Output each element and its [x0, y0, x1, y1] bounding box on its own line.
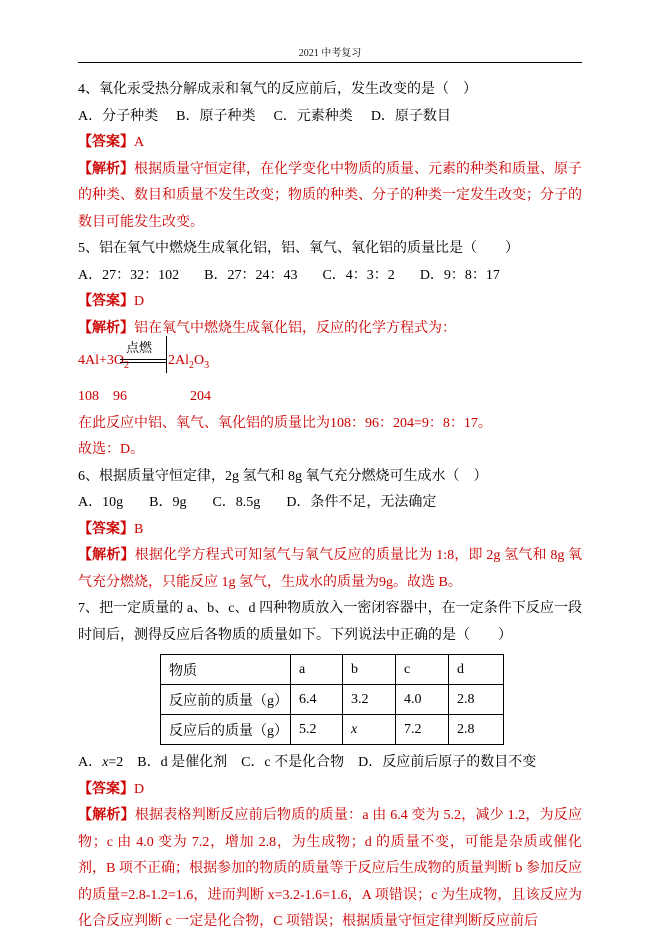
analysis-text: 根据质量守恒定律，在化学变化中物质的质量、元素的种类和质量、原子的种类、数目和质量不发生改变；物质的种类、分子的种类一定发生改变；分子的数目可能发生改变。 [78, 161, 582, 230]
analysis-label: 【解析】 [78, 808, 135, 823]
question-5-conclusion: 故选：D。 [78, 442, 145, 457]
substances-table [160, 654, 504, 745]
option: B．原子种类 [176, 108, 256, 124]
analysis-label: 【解析】 [78, 161, 134, 177]
answer-value: B [134, 521, 144, 537]
table-header-cell: 物质 [161, 655, 291, 685]
question-6-analysis [78, 543, 582, 596]
mass-value: 96 [113, 389, 127, 404]
option: C．8.5g [212, 495, 261, 510]
table-header-row [161, 655, 504, 685]
table-cell: 7.2 [396, 715, 449, 745]
option: C．c 不是化合物 [241, 755, 345, 770]
question-6-text: 6、根据质量守恒定律，2g 氢气和 8g 氧气充分燃烧可生成水（ ） [78, 468, 488, 484]
option [78, 750, 123, 777]
table-cell: 2.8 [449, 715, 504, 745]
answer-label: 【答案】 [78, 135, 134, 150]
page-header [78, 0, 582, 59]
answer-label: 【答案】 [78, 521, 134, 537]
question-4-answer [78, 130, 582, 157]
question-6-options [78, 490, 582, 517]
question-5-answer [78, 289, 582, 316]
table-cell: 反应前的质量（g） [161, 685, 291, 715]
table-header-cell: b [343, 655, 396, 685]
table-cell-x: x [343, 715, 396, 745]
option: C．元素种类 [273, 108, 353, 124]
option: A．27：32：102 [78, 267, 180, 283]
table-header-cell: d [449, 655, 504, 685]
answer-value: A [134, 135, 145, 150]
option: C．4：3：2 [322, 267, 395, 283]
table-header-cell: a [291, 655, 343, 685]
option: D．条件不足，无法确定 [286, 495, 437, 510]
question-5-analysis-2: 在此反应中铝、氧气、氧化铝的质量比为108：96：204=9：8：17。 [78, 415, 492, 431]
option: B．9g [149, 495, 187, 510]
analysis-label: 【解析】 [78, 548, 135, 563]
question-7-text: 7、把一定质量的 a、b、c、d 四种物质放入一密闭容器中，在一定条件下反应一段时间后，测得反应后各物质的质量如下。下列说法中正确的是（ ） [78, 601, 582, 643]
answer-label: 【答案】 [78, 781, 134, 797]
mass-value: 108 [78, 389, 99, 404]
table-row [161, 685, 504, 715]
question-7-options [78, 750, 582, 777]
answer-value: D [134, 781, 145, 797]
option-suffix: =2 [108, 755, 124, 770]
equation-text: 4Al+3O [78, 353, 125, 368]
option: D．9：8：17 [419, 267, 500, 283]
option: B．27：24：43 [204, 267, 298, 283]
table-cell: 5.2 [291, 715, 343, 745]
equation-mass-values [78, 384, 582, 411]
table-cell: 4.0 [396, 685, 449, 715]
question-7-analysis [78, 803, 582, 936]
equation-subscript: 3 [204, 359, 210, 371]
table-cell: 3.2 [343, 685, 396, 715]
question-4-text: 4、氧化汞受热分解成汞和氧气的反应前后，发生改变的是（ ） [78, 82, 477, 97]
header-rule [78, 62, 582, 63]
analysis-text: 铝在氧气中燃烧生成氧化铝，反应的化学方程式为： [134, 320, 456, 336]
reaction-double-line [120, 359, 166, 363]
mass-value: 204 [190, 389, 211, 404]
analysis-text: 根据化学方程式可知氢气与氧气反应的质量比为 1:8，即 2g 氢气和 8g 氧气充分燃烧，只能反应 1g 氢气，生成水的质量为9g。故选 B。 [78, 548, 582, 590]
question-4-options [78, 104, 582, 131]
equation-subscript: 2 [124, 359, 130, 371]
question-4-analysis [78, 157, 582, 237]
question-5-options [78, 263, 582, 290]
equation-text: O [194, 353, 205, 368]
option: D．反应前后原子的数目不变 [358, 755, 537, 770]
analysis-text: 根据表格判断反应前后物质的质量：a 由 6.4 变为 5.2，减少 1.2，为反应物；c 由 4.0 变为 7.2，增加 2.8，为生成物；d 的质量不变，可能是杂质或催化剂，B 项不正确；根据参加的物质的质量等于反应后生成物的质量判断 b 参加反应的质量=2.8-1.2=1.6，进而判断 x=3.2-1.6=1.6，A 项错误；c 为生成物，且该反应为化合反应判断 c 一定是化合物，C 项错误；根据质量守恒定律判断反应前后 [78, 808, 583, 929]
question-7-answer [78, 777, 582, 804]
option: D．原子数目 [370, 108, 451, 124]
question-5-text: 5、铝在氧气中燃烧生成氧化铝，铝、氧气、氧化铝的质量比是（ ） [78, 241, 519, 256]
option: A．分子种类 [78, 108, 159, 124]
table-header-cell: c [396, 655, 449, 685]
reaction-condition-text: 点燃 [126, 340, 153, 355]
question-5-analysis [78, 316, 582, 343]
question-6-answer [78, 517, 582, 544]
content-column [78, 0, 582, 936]
chemical-equation [78, 340, 582, 384]
option-variable: x [102, 755, 109, 770]
option: A．10g [78, 495, 124, 510]
table-cell: 反应后的质量（g） [161, 715, 291, 745]
equation-text: 2Al [168, 353, 189, 368]
equation-frame-line [166, 336, 167, 373]
header-title: 2021 中考复习 [298, 48, 362, 59]
answer-label: 【答案】 [78, 294, 134, 309]
analysis-label: 【解析】 [78, 320, 134, 336]
equation-subscript: 2 [189, 359, 194, 371]
table-cell: 2.8 [449, 685, 504, 715]
table-cell: 6.4 [291, 685, 343, 715]
option-prefix: A． [78, 755, 103, 770]
answer-value: D [134, 294, 145, 309]
option: B．d 是催化剂 [137, 755, 228, 770]
equation-products [168, 353, 209, 371]
table-row [161, 715, 504, 745]
